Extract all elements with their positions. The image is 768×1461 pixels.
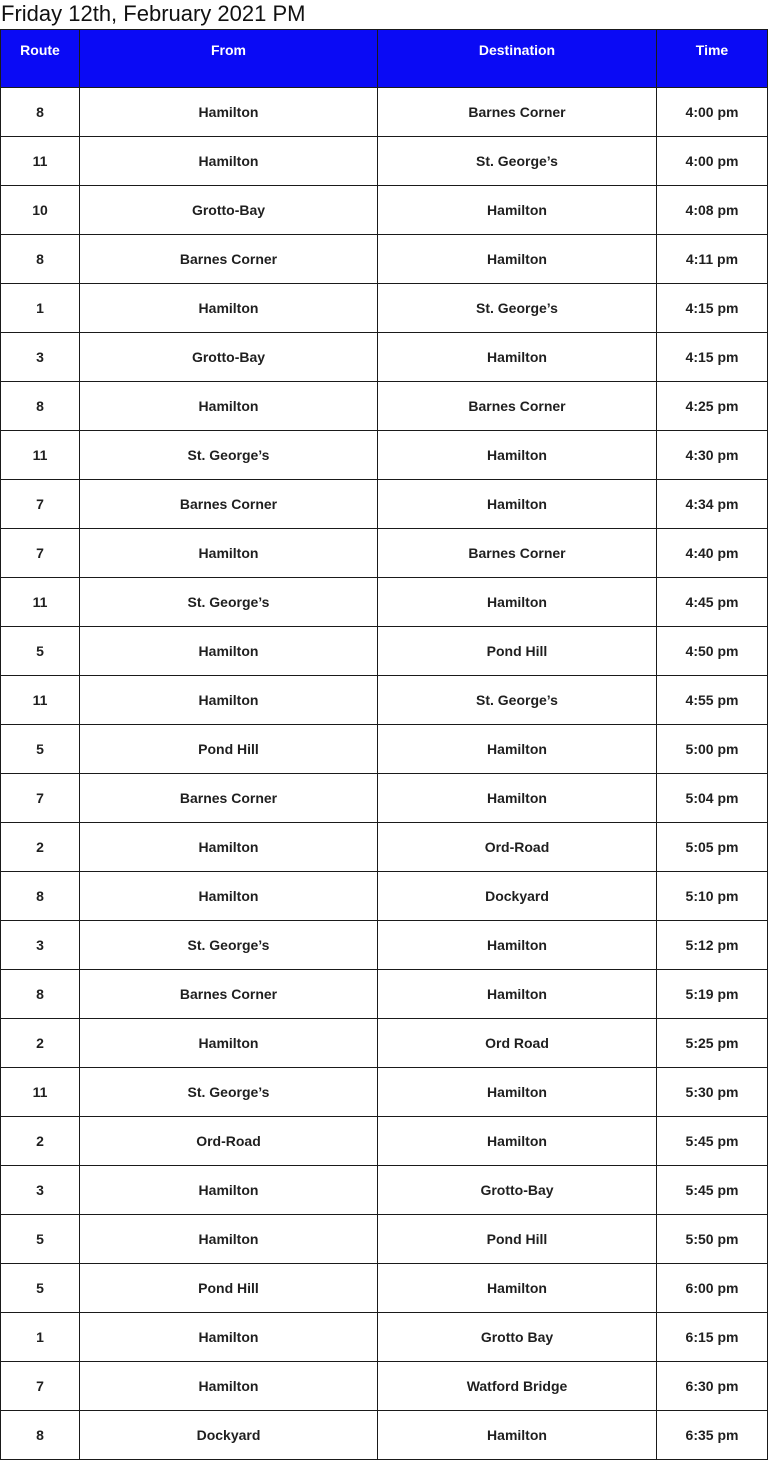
cell-time: 5:45 pm [657,1166,768,1215]
table-header-row [1,30,768,88]
cell-from: Pond Hill [80,725,378,774]
table-row [1,1313,768,1362]
cell-time: 4:34 pm [657,480,768,529]
cell-route: 2 [1,1019,80,1068]
table-row [1,578,768,627]
cell-time: 6:00 pm [657,1264,768,1313]
table-row [1,382,768,431]
cell-from: St. George’s [80,921,378,970]
cell-from: Barnes Corner [80,235,378,284]
cell-from: Hamilton [80,627,378,676]
table-row [1,1019,768,1068]
cell-route: 8 [1,970,80,1019]
cell-route: 7 [1,529,80,578]
cell-from: Barnes Corner [80,970,378,1019]
table-row [1,431,768,480]
cell-time: 5:50 pm [657,1215,768,1264]
cell-destination: Barnes Corner [378,382,657,431]
column-header-time: Time [657,30,768,88]
table-row [1,627,768,676]
cell-route: 11 [1,1068,80,1117]
cell-time: 4:45 pm [657,578,768,627]
cell-time: 4:15 pm [657,284,768,333]
table-row [1,480,768,529]
cell-destination: Pond Hill [378,1215,657,1264]
cell-destination: Ord-Road [378,823,657,872]
cell-from: Hamilton [80,1019,378,1068]
cell-destination: Hamilton [378,578,657,627]
cell-from: Hamilton [80,676,378,725]
cell-route: 5 [1,725,80,774]
cell-time: 5:19 pm [657,970,768,1019]
cell-route: 7 [1,1362,80,1411]
cell-time: 4:25 pm [657,382,768,431]
cell-from: Hamilton [80,137,378,186]
table-row [1,1264,768,1313]
cell-from: Hamilton [80,88,378,137]
cell-route: 3 [1,921,80,970]
table-row [1,284,768,333]
cell-time: 4:08 pm [657,186,768,235]
cell-route: 2 [1,1117,80,1166]
cell-time: 4:55 pm [657,676,768,725]
table-row [1,1068,768,1117]
cell-destination: Watford Bridge [378,1362,657,1411]
cell-destination: Barnes Corner [378,529,657,578]
cell-destination: St. George’s [378,137,657,186]
cell-from: Hamilton [80,872,378,921]
cell-time: 5:25 pm [657,1019,768,1068]
table-row [1,1215,768,1264]
table-row [1,1166,768,1215]
cell-from: Grotto-Bay [80,186,378,235]
cell-from: Hamilton [80,823,378,872]
table-body [1,88,768,1460]
cell-destination: Hamilton [378,1068,657,1117]
table-row [1,774,768,823]
cell-time: 4:00 pm [657,137,768,186]
table-row [1,529,768,578]
cell-route: 3 [1,333,80,382]
cell-destination: Dockyard [378,872,657,921]
cell-destination: Hamilton [378,921,657,970]
cell-route: 8 [1,382,80,431]
cell-destination: Hamilton [378,774,657,823]
column-header-route: Route [1,30,80,88]
table-row [1,921,768,970]
page-title: Friday 12th, February 2021 PM [1,1,306,26]
cell-from: Hamilton [80,1313,378,1362]
cell-from: St. George’s [80,431,378,480]
cell-destination: Hamilton [378,480,657,529]
cell-time: 4:50 pm [657,627,768,676]
cell-destination: Hamilton [378,235,657,284]
cell-from: Hamilton [80,1166,378,1215]
cell-route: 7 [1,480,80,529]
cell-time: 4:11 pm [657,235,768,284]
cell-time: 4:00 pm [657,88,768,137]
cell-from: Barnes Corner [80,774,378,823]
cell-route: 2 [1,823,80,872]
cell-time: 5:30 pm [657,1068,768,1117]
cell-route: 1 [1,1313,80,1362]
table-row [1,823,768,872]
cell-route: 8 [1,88,80,137]
cell-destination: Hamilton [378,1411,657,1460]
cell-route: 1 [1,284,80,333]
cell-destination: St. George’s [378,284,657,333]
bus-schedule-table [0,29,768,1460]
table-row [1,235,768,284]
table-row [1,88,768,137]
cell-route: 8 [1,872,80,921]
cell-route: 11 [1,137,80,186]
cell-time: 6:35 pm [657,1411,768,1460]
cell-time: 4:40 pm [657,529,768,578]
cell-route: 5 [1,627,80,676]
cell-route: 8 [1,235,80,284]
cell-destination: Hamilton [378,431,657,480]
cell-route: 8 [1,1411,80,1460]
cell-time: 5:45 pm [657,1117,768,1166]
column-header-from: From [80,30,378,88]
table-row [1,725,768,774]
cell-route: 5 [1,1264,80,1313]
column-header-destination: Destination [378,30,657,88]
cell-from: Hamilton [80,1215,378,1264]
cell-destination: Hamilton [378,1117,657,1166]
cell-from: St. George’s [80,578,378,627]
cell-from: Hamilton [80,529,378,578]
table-row [1,676,768,725]
cell-time: 5:05 pm [657,823,768,872]
cell-destination: Ord Road [378,1019,657,1068]
cell-time: 5:10 pm [657,872,768,921]
table-row [1,186,768,235]
cell-from: Grotto-Bay [80,333,378,382]
cell-route: 7 [1,774,80,823]
cell-from: Dockyard [80,1411,378,1460]
cell-destination: Pond Hill [378,627,657,676]
cell-time: 4:15 pm [657,333,768,382]
cell-time: 5:00 pm [657,725,768,774]
table-row [1,872,768,921]
table-row [1,333,768,382]
cell-time: 6:30 pm [657,1362,768,1411]
table-row [1,1117,768,1166]
cell-time: 5:04 pm [657,774,768,823]
cell-from: Barnes Corner [80,480,378,529]
cell-route: 10 [1,186,80,235]
cell-from: Pond Hill [80,1264,378,1313]
cell-destination: Barnes Corner [378,88,657,137]
cell-time: 6:15 pm [657,1313,768,1362]
cell-destination: Grotto Bay [378,1313,657,1362]
table-row [1,1362,768,1411]
cell-from: Hamilton [80,284,378,333]
cell-destination: St. George’s [378,676,657,725]
cell-destination: Hamilton [378,725,657,774]
cell-destination: Hamilton [378,970,657,1019]
cell-destination: Hamilton [378,1264,657,1313]
cell-from: Hamilton [80,382,378,431]
table-row [1,137,768,186]
cell-from: Hamilton [80,1362,378,1411]
cell-destination: Hamilton [378,186,657,235]
cell-route: 11 [1,676,80,725]
cell-destination: Hamilton [378,333,657,382]
cell-destination: Grotto-Bay [378,1166,657,1215]
cell-route: 5 [1,1215,80,1264]
table-row [1,970,768,1019]
cell-route: 3 [1,1166,80,1215]
cell-route: 11 [1,578,80,627]
cell-from: St. George’s [80,1068,378,1117]
cell-time: 4:30 pm [657,431,768,480]
table-row [1,1411,768,1460]
cell-from: Ord-Road [80,1117,378,1166]
cell-time: 5:12 pm [657,921,768,970]
cell-route: 11 [1,431,80,480]
